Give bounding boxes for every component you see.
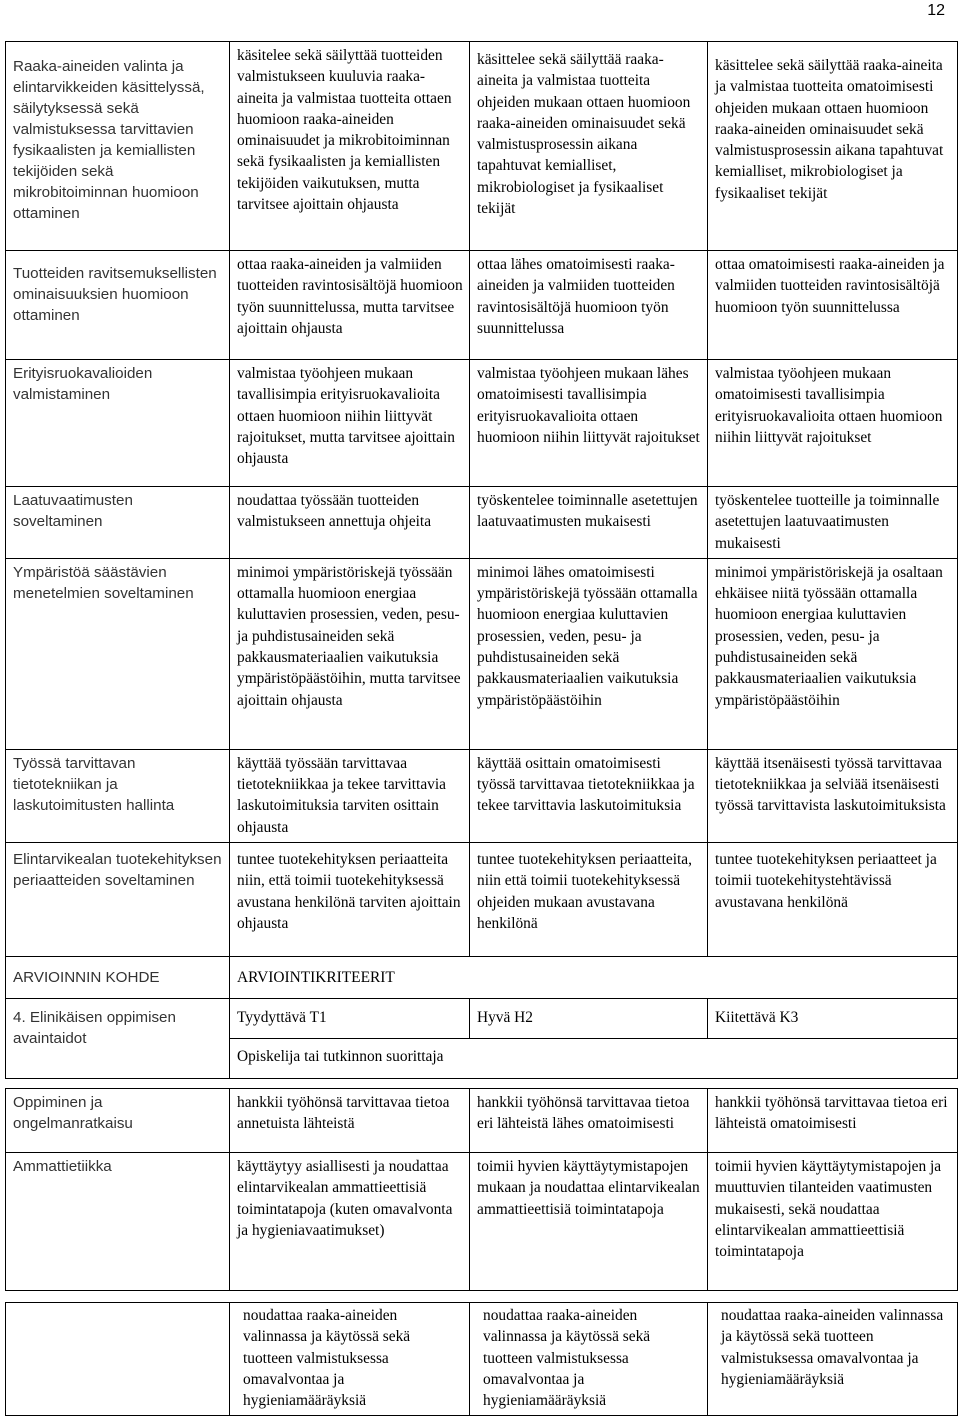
criteria-table-top [5, 41, 958, 1079]
target-cell: Oppiminen ja ongelmanratkaisu [6, 1089, 230, 1153]
grade-row [6, 999, 958, 1039]
k3-cell: toimii hyvien käyttäytymistapojen ja muuttuvien tilanteiden vaatimusten mukaisesti, sekä noudattaa elintarvikealan ammattieettisiä toimintatapoja [708, 1153, 958, 1291]
t1-cell: hankkii työhönsä tarvittavaa tietoa annetuista lähteistä [230, 1089, 470, 1153]
subject-label: Opiskelija tai tutkinnon suorittaja [230, 1039, 958, 1079]
assessment-criteria-header: ARVIOINTIKRITEERIT [230, 957, 958, 999]
h2-cell: minimoi lähes omatoimisesti ympäristöriskejä työssään ottamalla huomioon energiaa kuluttavien prosessien, veden, pesu- ja puhdistusaineiden sekä pakkausmateriaalien vaikutuksia ympäristöpäästöihin [470, 558, 708, 749]
table-row [6, 487, 958, 559]
k3-cell: tuntee tuotekehityksen periaatteet ja toimii tuotekehitystehtävissä avustavana henkilönä [708, 843, 958, 957]
h2-cell: noudattaa raaka-aineiden valinnassa ja käytössä sekä tuotteen valmistuksessa omavalvontaa ja hygieniamääräyksiä [470, 1303, 708, 1416]
assessment-target-header: ARVIOINNIN KOHDE [6, 957, 230, 999]
h2-cell: valmistaa työohjeen mukaan lähes omatoimisesti tavallisimpia erityisruokavalioita ottaen huomioon niihin liittyvät rajoitukset [470, 360, 708, 487]
k3-cell: käyttää itsenäisesti työssä tarvittavaa tietotekniikkaa ja selviää itsenäisesti työssä tarvittavista laskutoimituksista [708, 749, 958, 842]
table-row [6, 843, 958, 957]
t1-cell: noudattaa työssään tuotteiden valmistukseen annettuja ohjeita [230, 487, 470, 559]
target-cell: Erityisruokavalioiden valmistaminen [6, 360, 230, 487]
h2-cell: käyttää osittain omatoimisesti työssä tarvittavaa tietotekniikkaa ja tekee tarvittavia laskutoimituksia [470, 749, 708, 842]
t1-cell: käyttäytyy asiallisesti ja noudattaa elintarvikealan ammattieettisiä toimintatapoja (kuten omavalvonta ja hygieniavaatimukset) [230, 1153, 470, 1291]
criteria-table-bottom [5, 1088, 958, 1291]
table-row [6, 1153, 958, 1291]
t1-cell: noudattaa raaka-aineiden valinnassa ja käytössä sekä tuotteen valmistuksessa omavalvontaa ja hygieniamääräyksiä [230, 1303, 470, 1416]
criteria-table-bottom-2 [5, 1302, 958, 1416]
target-cell: Ammattietiikka [6, 1153, 230, 1291]
h2-cell: toimii hyvien käyttäytymistapojen mukaan ja noudattaa elintarvikealan ammattieettisiä toimintatapoja [470, 1153, 708, 1291]
h2-cell: käsittelee sekä säilyttää raaka-aineita ja valmistaa tuotteita ohjeiden mukaan ottaen huomioon raaka-aineiden ominaisuudet sekä valmistusprosessin aikana tapahtuvat kemialliset, mikrobiologiset ja fysikaaliset tekijät [470, 42, 708, 251]
target-cell: Elintarvikealan tuotekehityksen periaatteiden soveltaminen [6, 843, 230, 957]
t1-cell: minimoi ympäristöriskejä työssään ottamalla huomioon energiaa kuluttavien prosessien, veden, pesu- ja puhdistusaineiden sekä pakkausmateriaalien vaikutuksia ympäristöpäästöihin, mutta tarvitsee ajoittain ohjausta [230, 558, 470, 749]
t1-cell: käyttää työssään tarvittavaa tietotekniikkaa ja tekee tarvittavia laskutoimituksia tarviten osittain ohjausta [230, 749, 470, 842]
target-cell [6, 1303, 230, 1416]
k3-cell: valmistaa työohjeen mukaan omatoimisesti tavallisimpia erityisruokavalioita ottaen huomioon niihin liittyvät rajoitukset [708, 360, 958, 487]
section-title: 4. Elinikäisen oppimisen avaintaidot [6, 999, 230, 1079]
table-row [6, 1089, 958, 1153]
table-row [6, 251, 958, 360]
k3-cell: minimoi ympäristöriskejä ja osaltaan ehkäisee niitä työssään ottamalla huomioon energiaa kuluttavien prosessien, veden, pesu- ja puhdistusaineiden sekä pakkausmateriaalien vaikutuksia ympäristöpäästöihin [708, 558, 958, 749]
t1-cell: ottaa raaka-aineiden ja valmiiden tuotteiden ravintosisältöjä huomioon työn suunnittelussa, mutta tarvitsee ajoittain ohjausta [230, 251, 470, 360]
grade-k3-header: Kiitettävä K3 [708, 999, 958, 1039]
table-row [6, 558, 958, 749]
target-cell: Ympäristöä säästävien menetelmien soveltaminen [6, 558, 230, 749]
h2-cell: työskentelee toiminnalle asetettujen laatuvaatimusten mukaisesti [470, 487, 708, 559]
h2-cell: hankkii työhönsä tarvittavaa tietoa eri lähteistä lähes omatoimisesti [470, 1089, 708, 1153]
k3-cell: noudattaa raaka-aineiden valinnassa ja käytössä sekä tuotteen valmistuksessa omavalvontaa ja hygieniamääräyksiä [708, 1303, 958, 1416]
page-number: 12 [927, 2, 945, 19]
t1-cell: käsitelee sekä säilyttää tuotteiden valmistukseen kuuluvia raaka-aineita ja valmistaa tuotteita ottaen huomioon raaka-aineiden ominaisuudet ja mikrobitoiminnan sekä fysikaalisten ja kemiallisten tekijöiden vaikutuksen, mutta tarvitsee ajoittain ohjausta [230, 42, 470, 251]
grade-h2-header: Hyvä H2 [470, 999, 708, 1039]
k3-cell: ottaa omatoimisesti raaka-aineiden ja valmiiden tuotteiden ravintosisältöjä huomioon työn suunnittelussa [708, 251, 958, 360]
table-row [6, 42, 958, 251]
table-row [6, 1303, 958, 1416]
target-cell: Työssä tarvittavan tietotekniikan ja laskutoimitusten hallinta [6, 749, 230, 842]
k3-cell: työskentelee tuotteille ja toiminnalle asetettujen laatuvaatimusten mukaisesti [708, 487, 958, 559]
grade-t1-header: Tyydyttävä T1 [230, 999, 470, 1039]
target-cell: Tuotteiden ravitsemuksellisten ominaisuuksien huomioon ottaminen [6, 251, 230, 360]
target-cell: Laatuvaatimusten soveltaminen [6, 487, 230, 559]
t1-cell: tuntee tuotekehityksen periaatteita niin, että toimii tuotekehityksessä avustana henkilönä tarviten ajoittain ohjausta [230, 843, 470, 957]
k3-cell: käsittelee sekä säilyttää raaka-aineita ja valmistaa tuotteita omatoimisesti ohjeiden mukaan ottaen huomioon raaka-aineiden ominaisuudet sekä valmistusprosessin aikana tapahtuvat kemialliset, mikrobiologiset ja fysikaaliset tekijät [708, 42, 958, 251]
h2-cell: tuntee tuotekehityksen periaatteita, niin että toimii tuotekehityksessä ohjeiden mukaan avustavana henkilönä [470, 843, 708, 957]
header-row [6, 957, 958, 999]
k3-cell: hankkii työhönsä tarvittavaa tietoa eri lähteistä omatoimisesti [708, 1089, 958, 1153]
h2-cell: ottaa lähes omatoimisesti raaka-aineiden ja valmiiden tuotteiden ravintosisältöjä huomioon työn suunnittelussa [470, 251, 708, 360]
t1-cell: valmistaa työohjeen mukaan tavallisimpia erityisruokavalioita ottaen huomioon niihin liittyvät rajoitukset, mutta tarvitsee ajoittain ohjausta [230, 360, 470, 487]
table-row [6, 360, 958, 487]
target-cell: Raaka-aineiden valinta ja elintarvikkeiden käsittelyssä, säilytyksessä sekä valmistuksessa tarvittavien fysikaalisten ja kemiallisten tekijöiden sekä mikrobitoiminnan huomioon ottaminen [6, 42, 230, 251]
table-row [6, 749, 958, 842]
